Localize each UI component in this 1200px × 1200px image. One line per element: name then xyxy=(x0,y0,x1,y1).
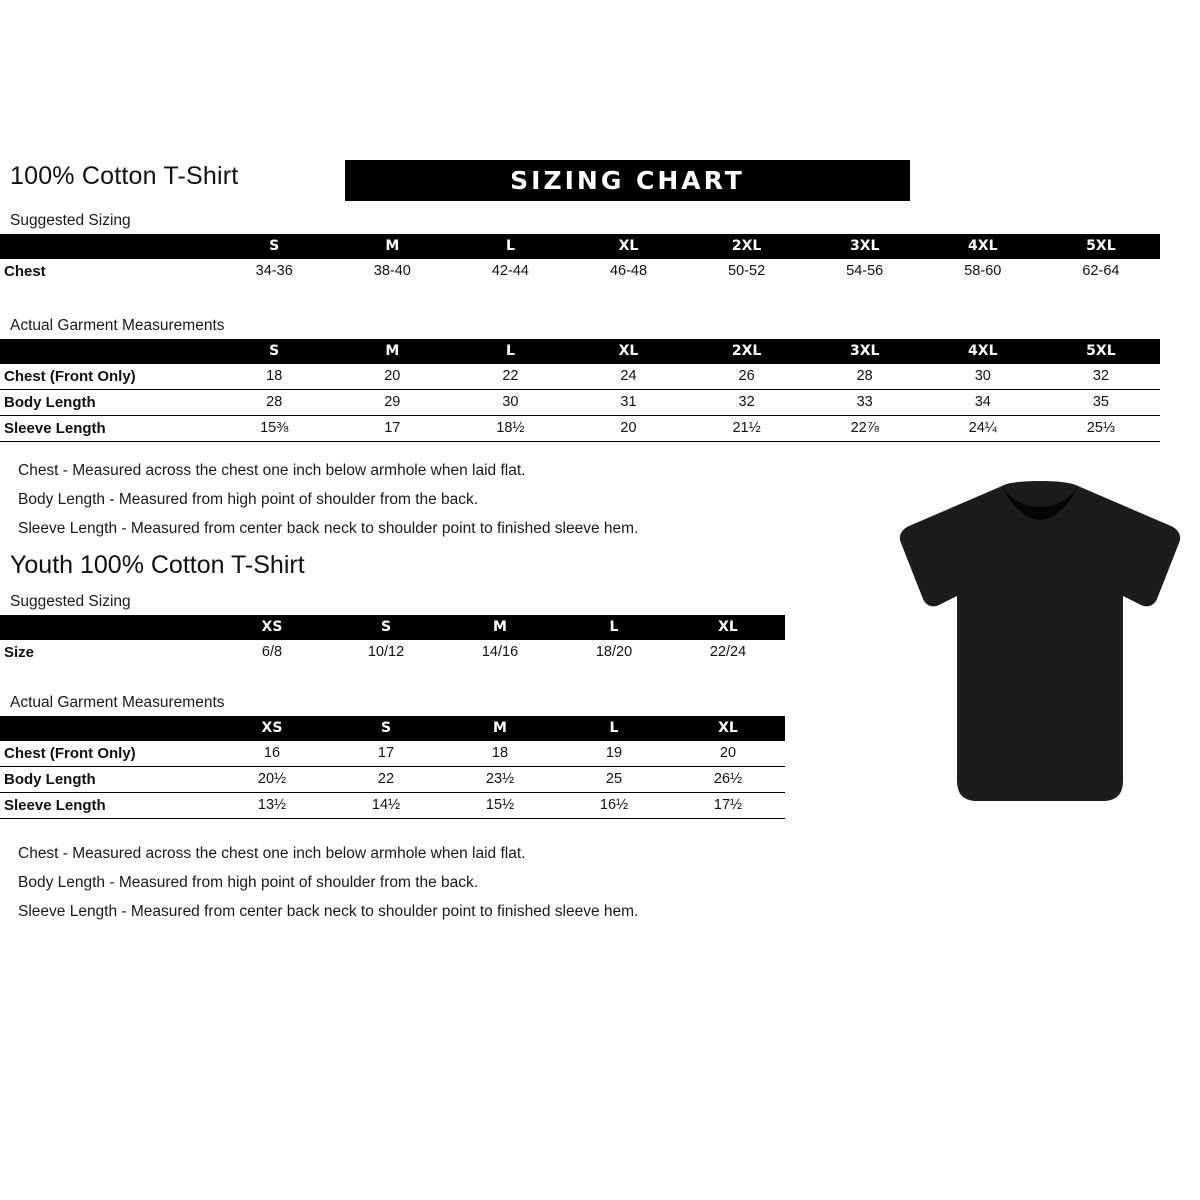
cell-chest-m: 38-40 xyxy=(373,263,411,279)
cell-bodylength-m: 23½ xyxy=(443,767,557,793)
cell-size-l: 18/20 xyxy=(595,644,633,660)
cell-chest-s: 34-36 xyxy=(255,263,293,279)
table-row xyxy=(0,364,1160,390)
table-header-row xyxy=(0,339,1160,364)
col-head-xs: XS xyxy=(261,720,283,736)
header xyxy=(10,160,1190,202)
col-head-m: M xyxy=(493,720,507,736)
youth-section-title: Youth 100% Cotton T-Shirt xyxy=(10,551,305,579)
adult-note-chest: Chest - Measured across the chest one inch below armhole when laid flat. xyxy=(18,462,526,479)
cell-sleeve-xl: 20 xyxy=(569,416,687,442)
cell-chestfront-3xl: 28 xyxy=(806,364,924,390)
col-head-s: S xyxy=(380,619,392,635)
col-head-4xl: 4XL xyxy=(968,343,998,359)
cell-bodylength-xs: 20½ xyxy=(215,767,329,793)
cell-sleeve-2xl: 21½ xyxy=(688,416,806,442)
cell-sleeve-xl: 17½ xyxy=(671,793,785,819)
cell-chest-3xl: 54-56 xyxy=(846,263,884,279)
col-head-l: L xyxy=(609,720,619,736)
col-head-xl: XL xyxy=(718,619,738,635)
row-label-sleeve-length: Sleeve Length xyxy=(0,793,215,819)
cell-sleeve-s: 14½ xyxy=(329,793,443,819)
col-head-s: S xyxy=(380,720,392,736)
cell-size-m: 14/16 xyxy=(481,644,519,660)
cell-sleeve-l: 16½ xyxy=(557,793,671,819)
col-head-m: M xyxy=(493,619,507,635)
cell-chestfront-xl: 24 xyxy=(569,364,687,390)
sizing-chart-banner-label: SIZING CHART xyxy=(510,166,745,195)
adult-actual-measurements-table xyxy=(0,339,1160,442)
youth-note-chest: Chest - Measured across the chest one inch below armhole when laid flat. xyxy=(18,845,526,862)
cell-chestfront-m: 18 xyxy=(443,741,557,767)
cell-bodylength-4xl: 34 xyxy=(924,390,1042,416)
table-row xyxy=(0,741,785,767)
youth-suggested-sizing-label: Suggested Sizing xyxy=(10,593,131,610)
cell-chestfront-5xl: 32 xyxy=(1042,364,1160,390)
cell-chestfront-xs: 16 xyxy=(215,741,329,767)
table-row xyxy=(0,390,1160,416)
table-header-row xyxy=(0,234,1160,259)
table-row xyxy=(0,793,785,819)
cell-bodylength-l: 30 xyxy=(451,390,569,416)
row-label-chest-front-only: Chest (Front Only) xyxy=(0,741,215,767)
cell-chest-l: 42-44 xyxy=(491,263,529,279)
row-label-sleeve-length: Sleeve Length xyxy=(0,416,215,442)
table-header-row xyxy=(0,615,785,640)
cell-size-xl: 22/24 xyxy=(709,644,747,660)
cell-sleeve-xs: 13½ xyxy=(215,793,329,819)
col-head-3xl: 3XL xyxy=(849,343,880,359)
col-head-3xl: 3XL xyxy=(849,238,880,254)
row-label-chest-front-only: Chest (Front Only) xyxy=(0,364,215,390)
col-head-2xl: 2XL xyxy=(731,343,762,359)
adult-actual-measurements-label: Actual Garment Measurements xyxy=(10,317,225,334)
col-head-m: M xyxy=(385,343,400,359)
tshirt-image xyxy=(895,480,1185,810)
tshirt-icon xyxy=(895,480,1185,810)
cell-sleeve-4xl: 24¼ xyxy=(924,416,1042,442)
col-head-2xl: 2XL xyxy=(731,238,762,254)
col-head-xs: XS xyxy=(261,619,283,635)
youth-note-body-length: Body Length - Measured from high point of shoulder from the back. xyxy=(18,874,479,891)
col-head-xl: XL xyxy=(618,238,639,254)
col-head-5xl: 5XL xyxy=(1086,238,1116,254)
cell-chestfront-xl: 20 xyxy=(671,741,785,767)
cell-bodylength-s: 22 xyxy=(329,767,443,793)
adult-suggested-sizing-label: Suggested Sizing xyxy=(10,212,131,229)
cell-sleeve-l: 18½ xyxy=(451,416,569,442)
cell-bodylength-xl: 31 xyxy=(569,390,687,416)
col-head-l: L xyxy=(505,343,515,359)
cell-chestfront-4xl: 30 xyxy=(924,364,1042,390)
table-row xyxy=(0,416,1160,442)
row-label-size: Size xyxy=(4,644,35,661)
cell-sleeve-m: 17 xyxy=(333,416,451,442)
col-head-m: M xyxy=(385,238,400,254)
page-title: 100% Cotton T-Shirt xyxy=(10,162,239,190)
adult-suggested-sizing-table xyxy=(0,234,1160,284)
cell-size-xs: 6/8 xyxy=(261,644,283,660)
table-header-row xyxy=(0,716,785,741)
cell-chest-2xl: 50-52 xyxy=(728,263,766,279)
cell-bodylength-l: 25 xyxy=(557,767,671,793)
cell-size-s: 10/12 xyxy=(367,644,405,660)
col-head-blank xyxy=(0,615,215,640)
cell-chest-4xl: 58-60 xyxy=(964,263,1002,279)
youth-note-sleeve-length: Sleeve Length - Measured from center back neck to shoulder point to finished sleeve hem. xyxy=(18,903,639,920)
col-head-blank xyxy=(0,339,215,364)
cell-sleeve-3xl: 22⅞ xyxy=(806,416,924,442)
col-head-blank xyxy=(0,716,215,741)
cell-sleeve-s: 15⅜ xyxy=(215,416,333,442)
row-label-body-length: Body Length xyxy=(0,390,215,416)
col-head-s: S xyxy=(269,238,280,254)
col-head-blank xyxy=(0,234,215,259)
table-row xyxy=(0,640,785,665)
adult-note-sleeve-length: Sleeve Length - Measured from center back neck to shoulder point to finished sleeve hem. xyxy=(18,520,639,537)
cell-chestfront-2xl: 26 xyxy=(688,364,806,390)
cell-bodylength-s: 28 xyxy=(215,390,333,416)
cell-bodylength-2xl: 32 xyxy=(688,390,806,416)
adult-note-body-length: Body Length - Measured from high point of shoulder from the back. xyxy=(18,491,479,508)
cell-chestfront-s: 18 xyxy=(215,364,333,390)
cell-chest-5xl: 62-64 xyxy=(1082,263,1120,279)
col-head-l: L xyxy=(609,619,619,635)
row-label-body-length: Body Length xyxy=(0,767,215,793)
cell-chestfront-l: 19 xyxy=(557,741,671,767)
cell-chest-xl: 46-48 xyxy=(609,263,648,279)
cell-sleeve-m: 15½ xyxy=(443,793,557,819)
cell-chestfront-m: 20 xyxy=(333,364,451,390)
cell-bodylength-5xl: 35 xyxy=(1042,390,1160,416)
col-head-xl: XL xyxy=(618,343,639,359)
table-row xyxy=(0,259,1160,284)
col-head-5xl: 5XL xyxy=(1086,343,1116,359)
sizing-chart-banner xyxy=(345,160,910,201)
youth-suggested-sizing-table xyxy=(0,615,785,665)
cell-sleeve-5xl: 25⅓ xyxy=(1042,416,1160,442)
col-head-4xl: 4XL xyxy=(968,238,998,254)
table-row xyxy=(0,767,785,793)
cell-bodylength-m: 29 xyxy=(333,390,451,416)
row-label-chest: Chest xyxy=(4,263,46,280)
youth-actual-measurements-table xyxy=(0,716,785,819)
cell-chestfront-l: 22 xyxy=(451,364,569,390)
cell-bodylength-xl: 26½ xyxy=(671,767,785,793)
cell-bodylength-3xl: 33 xyxy=(806,390,924,416)
col-head-l: L xyxy=(505,238,515,254)
youth-actual-measurements-label: Actual Garment Measurements xyxy=(10,694,225,711)
col-head-xl: XL xyxy=(718,720,738,736)
cell-chestfront-s: 17 xyxy=(329,741,443,767)
col-head-s: S xyxy=(269,343,280,359)
